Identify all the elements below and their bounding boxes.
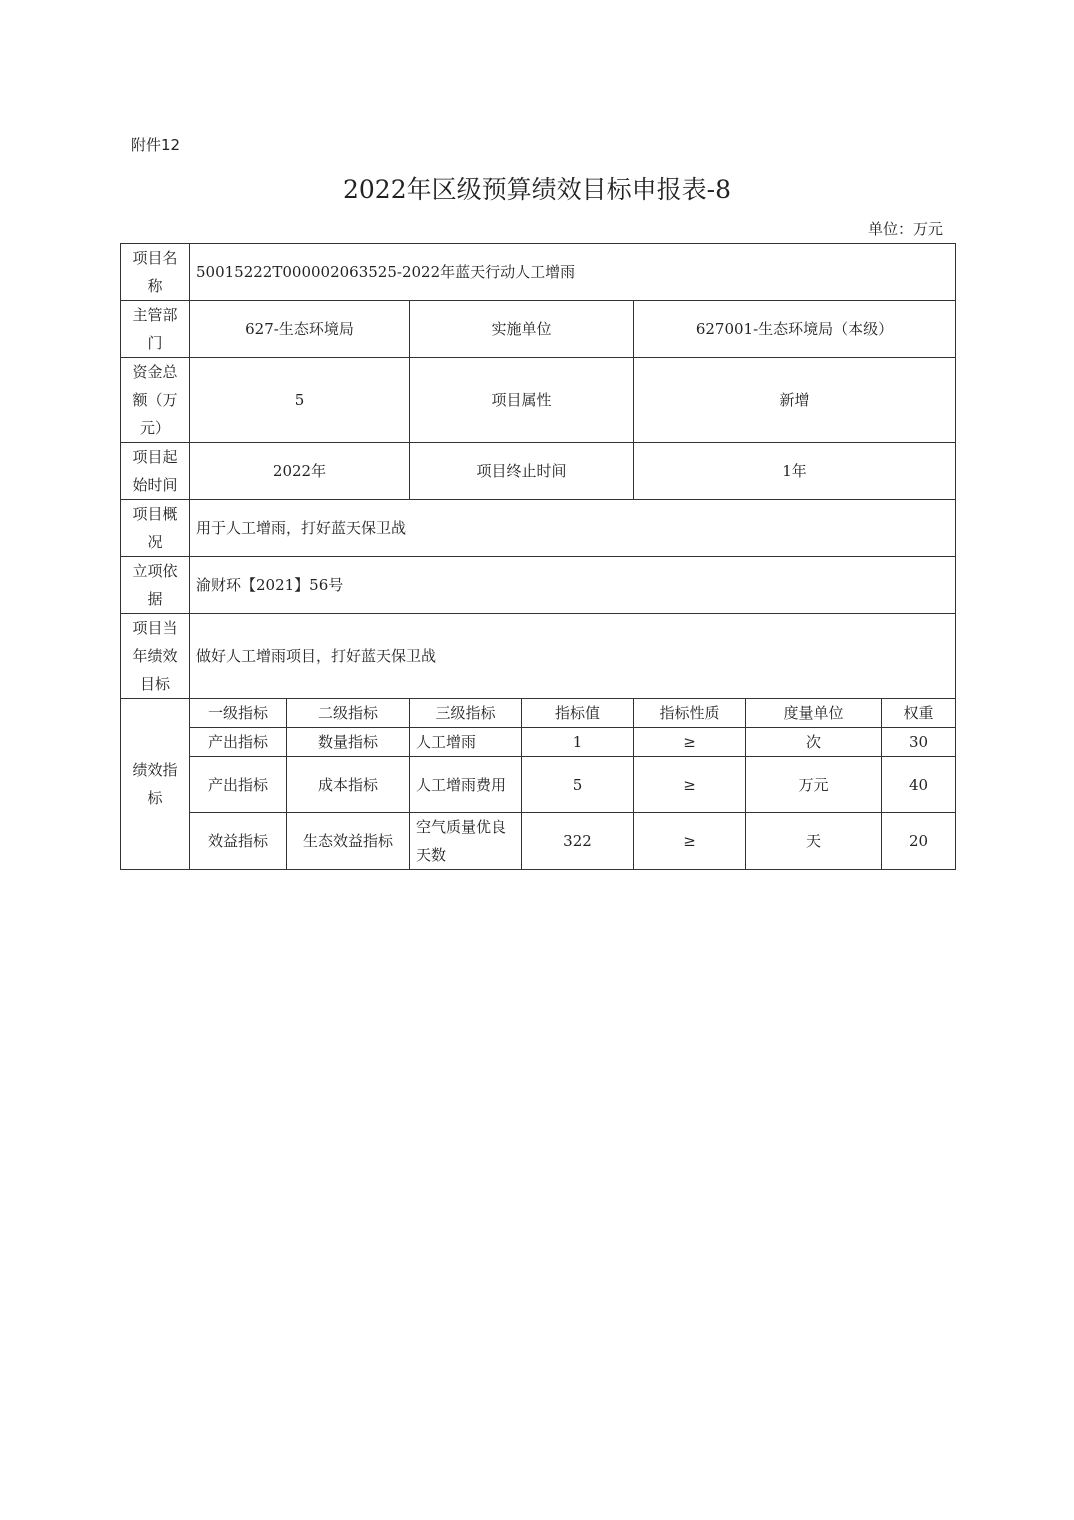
cell-unit: 天 <box>746 813 882 870</box>
cell-nature: ≥ <box>634 757 746 813</box>
label-total-funds: 资金总额（万元） <box>121 358 190 443</box>
cell-level3: 人工增雨费用 <box>410 757 522 813</box>
row-department <box>121 301 956 358</box>
cell-level1: 产出指标 <box>190 728 287 757</box>
cell-level1: 产出指标 <box>190 757 287 813</box>
label-annual-goal: 项目当年绩效目标 <box>121 614 190 699</box>
value-project-name: 50015222T000002063525-2022年蓝天行动人工增雨 <box>190 244 956 301</box>
cell-weight: 40 <box>882 757 956 813</box>
performance-target-table <box>120 243 956 870</box>
cell-level3: 人工增雨 <box>410 728 522 757</box>
row-basis <box>121 557 956 614</box>
label-start-time: 项目起始时间 <box>121 443 190 500</box>
value-start-time: 2022年 <box>190 443 410 500</box>
cell-nature: ≥ <box>634 813 746 870</box>
indicator-row <box>121 813 956 870</box>
cell-unit: 万元 <box>746 757 882 813</box>
unit-label: 单位：万元 <box>867 220 943 238</box>
cell-nature: ≥ <box>634 728 746 757</box>
cell-value: 5 <box>522 757 634 813</box>
cell-weight: 20 <box>882 813 956 870</box>
cell-value: 322 <box>522 813 634 870</box>
value-total-funds: 5 <box>190 358 410 443</box>
header-weight: 权重 <box>882 699 956 728</box>
value-basis: 渝财环【2021】56号 <box>190 557 956 614</box>
header-level3: 三级指标 <box>410 699 522 728</box>
row-total-funds <box>121 358 956 443</box>
header-value: 指标值 <box>522 699 634 728</box>
page-title: 2022年区级预算绩效目标申报表-8 <box>343 175 731 204</box>
row-time <box>121 443 956 500</box>
value-overview: 用于人工增雨，打好蓝天保卫战 <box>190 500 956 557</box>
label-project-name: 项目名称 <box>121 244 190 301</box>
indicator-row <box>121 757 956 813</box>
value-end-time: 1年 <box>634 443 956 500</box>
cell-level1: 效益指标 <box>190 813 287 870</box>
cell-unit: 次 <box>746 728 882 757</box>
cell-level3: 空气质量优良天数 <box>410 813 522 870</box>
value-annual-goal: 做好人工增雨项目，打好蓝天保卫战 <box>190 614 956 699</box>
value-impl-unit: 627001-生态环境局（本级） <box>634 301 956 358</box>
label-project-attr: 项目属性 <box>410 358 634 443</box>
value-department: 627-生态环境局 <box>190 301 410 358</box>
row-overview <box>121 500 956 557</box>
cell-level2: 数量指标 <box>287 728 410 757</box>
row-annual-goal <box>121 614 956 699</box>
header-level1: 一级指标 <box>190 699 287 728</box>
value-project-attr: 新增 <box>634 358 956 443</box>
header-level2: 二级指标 <box>287 699 410 728</box>
label-department: 主管部门 <box>121 301 190 358</box>
attachment-label: 附件12 <box>131 136 181 154</box>
label-indicators: 绩效指标 <box>121 699 190 870</box>
indicator-header-row <box>121 699 956 728</box>
header-nature: 指标性质 <box>634 699 746 728</box>
label-impl-unit: 实施单位 <box>410 301 634 358</box>
cell-value: 1 <box>522 728 634 757</box>
cell-level2: 生态效益指标 <box>287 813 410 870</box>
indicator-row <box>121 728 956 757</box>
label-basis: 立项依据 <box>121 557 190 614</box>
cell-weight: 30 <box>882 728 956 757</box>
cell-level2: 成本指标 <box>287 757 410 813</box>
header-unit: 度量单位 <box>746 699 882 728</box>
label-overview: 项目概况 <box>121 500 190 557</box>
label-end-time: 项目终止时间 <box>410 443 634 500</box>
row-project-name <box>121 244 956 301</box>
